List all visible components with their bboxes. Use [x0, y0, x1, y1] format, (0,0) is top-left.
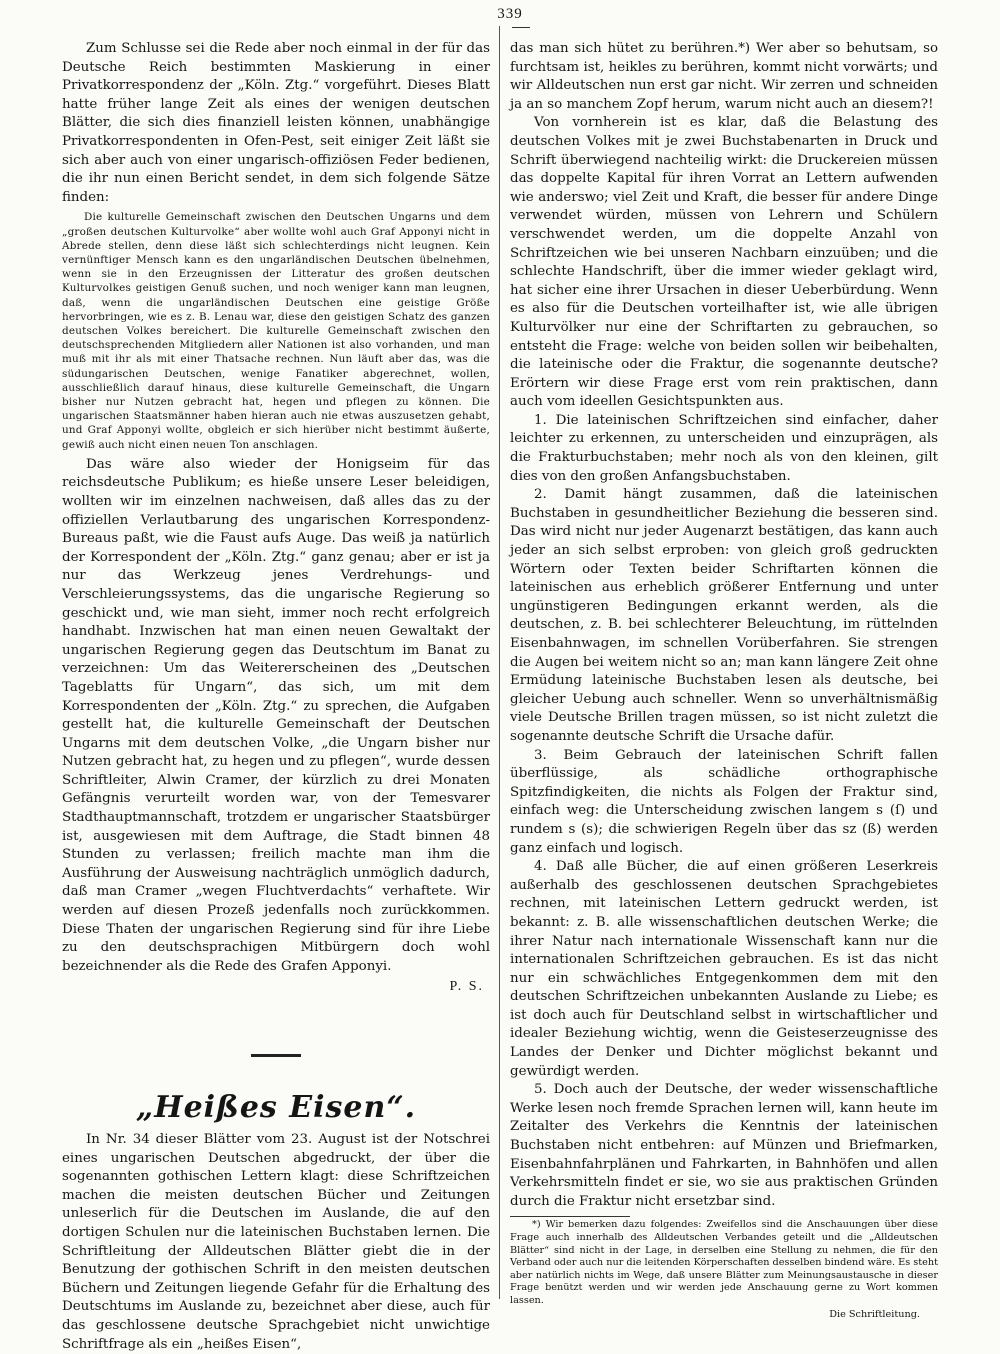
continuation-paragraph: das man sich hütet zu berühren.*) Wer aber so behutsam, so furchtsam ist, heikles zu berühren, kommt nicht vorwärts; und wir Alldeutschen nun erst gar nicht. Wir zerren und schneiden ja an so manchem Zopf herum, warum nicht auch an diesem?! [510, 41, 938, 112]
list-item: 3. Beim Gebrauch der lateinischen Schrift fallen überflüssige, als schädliche orthographische Spitzfindigkeiten, die nichts als Folgen der Fraktur sind, einfach weg: die Unterscheidung zwischen langem s (ſ) und rundem s (s); die schwierigen Regeln über das sz (ß) werden ganz einfach und logisch. [510, 747, 938, 856]
section-separator [251, 1054, 301, 1057]
page-number: 339 [497, 6, 523, 22]
list-item: 5. Doch auch der Deutsche, der weder wissenschaftliche Werke lesen noch fremde Sprachen lernen will, kann heute im Zeitalter des Verkehrs die Kenntnis der lateinischen Buchstaben nicht entbehren: auf Münzen und Briefmarken, Eisenbahnfahrplänen und Fahrkarten, in Bahnhöfen und allen Verkehrsmitteln findet er sie, wo sie aus praktischen Gründen durch die Fraktur nicht ersetzbar sind. [510, 1082, 938, 1209]
author-signature: P. S. [449, 979, 484, 995]
quoted-report: Die kulturelle Gemeinschaft zwischen den Deutschen Ungarns und dem „großen deutschen Kulturvolke“ aber wollte wohl auch Graf Apponyi nicht in Abrede stellen, denn diese läßt sich schlechterdings nicht leugnen. Kein vernünftiger Mensch kann es den ungarländischen Deutschen übelnehmen, wenn sie in den Erzeugnissen der Litteratur des großen deutschen Kulturvolkes geistigen Genuß suchen, und noch weniger kann man leugnen, daß, wenn die ungarländischen Deutschen eine geistige Größe hervorbringen, wie es z. B. Lenau war, diese den geistigen Schatz des ganzen deutschen Volkes bereichert. Die kulturelle Gemeinschaft zwischen den deutschsprechenden Mitgliedern aller Nationen ist also vorhanden, und man muß mit ihr als mit einer Thatsache rechnen. Nun läuft aber das, was die südungarischen Deutschen, wenige Fanatiker abgerechnet, wollen, ausschließlich darauf hinaus, diese kulturelle Gemeinschaft, die Ungarn bisher nur Nutzen gebracht hat, hegen und pflegen zu können. Die ungarischen Staatsmänner haben hieran auch nie etwas auszusetzen gehabt, und Graf Apponyi wollte, obgleich er sich hierüber nicht bestimmt äußerte, gewiß auch nicht einen neuen Ton anschlagen. [62, 211, 490, 451]
argument-paragraph: Von vornherein ist es klar, daß die Belastung des deutschen Volkes mit je zwei Buchstabenarten in Druck und Schrift überwiegend nachteilig wirkt: die Druckereien müssen das doppelte Kapital für ihren Vorrat an Lettern aufwenden wie anderswo; viel Zeit und Kraft, die besser für andere Dinge verwendet würden, müssen von Lehrern und Schülern verschwendet werden, um die doppelte Anzahl von Schriftzeichen wie bei unseren Nachbarn einzuüben; und die schlechte Handschrift, über die immer wieder geklagt wird, hat sicher eine ihrer Ursachen in dieser Ueberbürdung. Wenn es also für die Deutschen vorteilhafter ist, wie alle übrigen Kulturvölker nur eine der Schriftarten zu gebrauchen, so entsteht die Frage: welche von beiden sollen wir beibehalten, die lateinische oder die Fraktur, die sogenannte deutsche? Erörtern wir diese Frage erst vom rein praktischen, dann auch vom ideellen Gesichtspunkten aus. [510, 115, 938, 410]
column-divider [499, 26, 500, 1299]
list-item: 2. Damit hängt zusammen, daß die lateinischen Buchstaben in gesundheitlicher Beziehung die besseren sind. Das wird nicht nur jeder Augenarzt bestätigen, das kann auch jeder an sich selbst erproben: von gleich groß gedruckten Wörtern oder Texten beider Schriftarten können die lateinischen aus erheblich größerer Entfernung und unter ungünstigeren Bedingungen erkannt werden, als die deutschen, z. B. bei schlechterer Beleuchtung, im rüttelnden Eisenbahnwagen, im schnellen Vorüberfahren. Sie strengen die Augen bei weitem nicht so an; man kann längere Zeit ohne Ermüdung lateinische Buchstaben lesen als deutsche, bei gleicher Uebung auch schneller. Wenn so unverhältnismäßig viele Deutsche Brillen tragen müssen, so ist nicht zuletzt die sogenannte deutsche Schrift die Ursache dafür. [510, 487, 938, 744]
intro-paragraph: Zum Schlusse sei die Rede aber noch einmal in der für das Deutsche Reich bestimmten Maskierung in einer Privatkorrespondenz der „Köln. Ztg.“ vorgeführt. Dieses Blatt hatte früher lange Zeit als eines der wenigen deutschen Blätter, die sich dies finanziell leisten können, unabhängige Privatkorrespondenten in Ofen-Pest, seit einiger Zeit läßt sie sich aber auch von einer ungarisch-offiziösen Feder bedienen, die ihr nun einen Bericht sendet, in dem sich folgende Sätze finden: [62, 41, 490, 205]
list-item: 4. Daß alle Bücher, die auf einen größeren Leserkreis außerhalb des geschlossenen deutschen Sprachgebietes rechnen, mit lateinischen Lettern gedruckt werden, ist bekannt: z. B. alle wissenschaftlichen deutschen Werke; die ihrer Natur nach internationale Wissenschaft kann nur die internationalen Schriftzeichen gebrauchen. Es ist das nicht nur ein schwächliches Entgegenkommen dem mit den deutschen Schriftzeichen unbekannten Auslande zu Liebe; es ist doch auch für Deutschland selbst in wirtschaftlicher und idealer Beziehung wichtig, wenn die Geisteserzeugnisse des Landes der Denker und Dichter möglichst bekannt und gewürdigt werden. [510, 859, 938, 1079]
right-column [510, 40, 938, 1321]
article-opening-paragraph: In Nr. 34 dieser Blätter vom 23. August ist der Notschrei eines ungarischen Deutschen abgedruckt, der über die sogenannten gothischen Lettern klagt: diese Schriftzeichen machen die meisten deutschen Bücher und Zeitungen unleserlich für die Deutschen im Auslande, die auf den dortigen Schulen nur die lateinischen Buchstaben lernen. Die Schriftleitung der Alldeutschen Blätter giebt die in der Benutzung der gothischen Schrift in den meisten deutschen Büchern und Zeitungen liegende Gefahr für die Erhaltung des Deutschtums im Auslande zu, bezeichnet aber diese, auch für das geschlossene deutsche Sprachgebiet nicht unwichtige Schriftfrage als ein „heißes Eisen“, [62, 1132, 490, 1352]
list-item: 1. Die lateinischen Schriftzeichen sind einfacher, daher leichter zu erkennen, zu unterscheiden und einzuprägen, als die Frakturbuchstaben; mehr noch als von den kleinen, gilt dies von den großen Anfangsbuchstaben. [510, 412, 938, 484]
left-column [62, 40, 490, 1354]
footnote-signature: Die Schriftleitung. [829, 1308, 920, 1320]
footnote-rule [510, 1216, 630, 1217]
article-heading: „Heißes Eisen“. [135, 1090, 417, 1126]
header-rule [512, 27, 530, 28]
footnote: *) Wir bemerken dazu folgendes: Zweifellos sind die Anschauungen über diese Frage auch innerhalb des Alldeutschen Verbandes geteilt und die „Alldeutschen Blätter“ sind nicht in der Lage, in derselben eine Stellung zu nehmen, die für den Verband oder auch nur die leitenden Körperschaften desselben bindend wäre. Es steht aber natürlich nichts im Wege, daß unsere Blätter zum Meinungsaustausche in dieser Frage benützt werden und wir werden jede Anschauung gerne zu Wort kommen lassen. [510, 1219, 938, 1306]
commentary-paragraph: Das wäre also wieder der Honigseim für das reichsdeutsche Publikum; es hieße unsere Leser beleidigen, wollten wir im einzelnen nachweisen, daß alles das zu der offiziellen Verlautbarung des ungarischen Korrespondenz-Bureaus paßt, wie die Faust aufs Auge. Das weiß ja natürlich der Korrespondent der „Köln. Ztg.“ ganz genau; aber er ist ja nur das Werkzeug jenes Verdrehungs- und Verschleierungssystems, das die ungarische Regierung so geschickt und, wie man sieht, immer noch recht erfolgreich handhabt. Inzwischen hat man einen neuen Gewaltakt der ungarischen Regierung gegen das Deutschtum im Banat zu verzeichnen: Um das Weitererscheinen des „Deutschen Tageblatts für Ungarn“, das sich, um mit dem Korrespondenten der „Köln. Ztg.“ zu sprechen, die Aufgaben gestellt hat, die kulturelle Gemeinschaft der Deutschen Ungarns mit dem deutschen Volke, „die Ungarn bisher nur Nutzen gebracht hat, zu hegen und zu pflegen“, wurde dessen Schriftleiter, Alwin Cramer, der kürzlich zu drei Monaten Gefängnis verurteilt worden war, von der Temesvarer Stadthauptmannschaft, trotzdem er ungarischer Staatsbürger ist, ausgewiesen mit dem Auftrage, die Stadt binnen 48 Stunden zu verlassen; freilich machte man ihm die Ausführung der Ausweisung nachträglich unmöglich dadurch, daß man Cramer „wegen Fluchtverdachts“ verhaftete. Wir werden auf diesen Prozeß jedenfalls noch zurückkommen. Diese Thaten der ungarischen Regierung sind für ihre Liebe zu den deutschsprachigen Mitbürgern doch wohl bezeichnender als die Rede des Grafen Apponyi. [62, 456, 490, 974]
